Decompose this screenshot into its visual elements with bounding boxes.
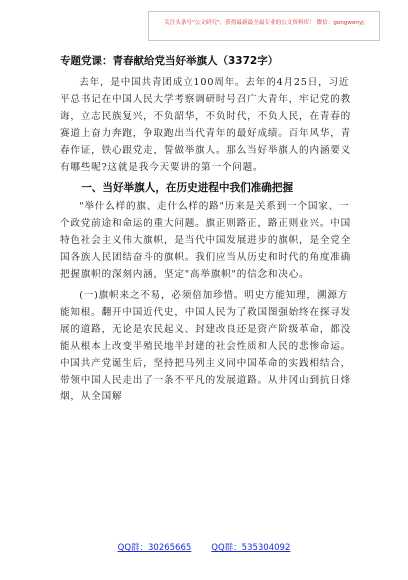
section-paragraph-1: "举什么样的旗、走什么样的路"历来是关系到一个国家、一个政党前途和命运的重大问题。旗正则路正，路正则业兴。中国特色社会主义伟大旗帜，是当代中国发展进步的旗帜，是全党全国各族人民团结奋斗的旗帜。我们应当从历史和时代的角度准确把握旗帜的深刻内涵，坚定"高举旗帜"的信念和决心。 — [60, 201, 352, 281]
footer — [0, 541, 408, 553]
qq-group-link-2[interactable]: QQ群：535304092 — [211, 543, 291, 553]
header-banner — [148, 11, 380, 41]
document-body — [60, 54, 352, 406]
intro-paragraph: 去年，是中国共青团成立100周年。去年的4月25日，习近平总书记在中国人民大学考察调研时号召广大青年，牢记党的教诲，立志民族复兴，不负韶华，不负时代，不负人民，在青春的赛道上奋力奔跑，争取跑出当代青年的最好成绩。百年风华，青春作证，铁心跟党走，誓做举旗人。那么当好举旗人的内涵要义有哪些呢?这就是我今天要讲的第一个问题。 — [60, 77, 352, 173]
section-paragraph-2: (一)旗帜来之不易，必须倍加珍惜。明史方能知理，溯源方能知根。翻开中国近代史，中国人民为了救国图强始终在探寻发展的道路，无论是农民起义、封建改良还是资产阶级革命，都没能从根本上改变半殖民地半封建的社会性质和人民的悲惨命运。中国共产党诞生后，坚持把马列主义同中国革命的实践相结合，带领中国人民走出了一条不平凡的发展道路。从井冈山到抗日烽烟，从全国解 — [60, 289, 352, 403]
banner-text: 关注头条号"公文研究"，获得最新最全最专业的公文资料库！ 微信：gongwenyj — [164, 20, 364, 26]
document-title: 专题党课：青春献给党当好举旗人（3372字） — [60, 55, 279, 67]
section-heading: 一、当好举旗人，在历史进程中我们准确把握 — [81, 182, 294, 195]
qq-group-link-1[interactable]: QQ群：30265665 — [117, 543, 192, 553]
